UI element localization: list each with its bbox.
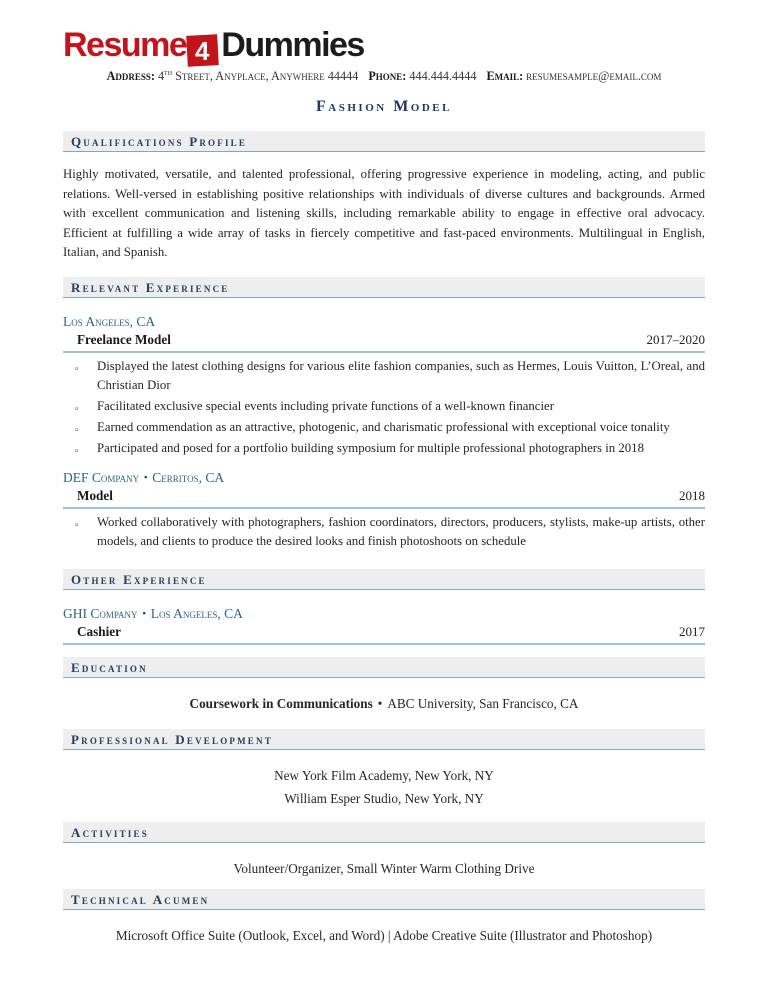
- job-dates: 2017–2020: [646, 331, 705, 347]
- job-title-row: [63, 624, 705, 645]
- section-heading-label: Professional Development: [71, 732, 273, 748]
- education-school: ABC University, San Francisco, CA: [387, 695, 579, 711]
- job-company: GHI Company: [63, 605, 138, 621]
- job-title-row: [63, 488, 705, 509]
- logo-dummies-text: Dummies: [221, 26, 364, 64]
- section-heading-activities: [63, 822, 705, 843]
- bullet-item: [63, 439, 705, 458]
- bullet-text: Earned commendation as an attractive, photogenic, and charismatic professional with exceptional voice tonality: [97, 420, 670, 435]
- square-bullet-icon: ▫: [75, 425, 79, 437]
- letterhead: [63, 26, 705, 84]
- job-location: Los Angeles, CA: [63, 313, 156, 329]
- logo-4-digit: 4: [195, 35, 211, 65]
- job-company-line: [63, 605, 705, 622]
- phone-label: Phone:: [368, 69, 407, 84]
- brand-logo: [63, 26, 705, 66]
- bullet-text: Worked collaboratively with photographers, fashion coordinators, directors, producers, stylists, make-up artists, other models, and clients to produce the desired looks and finish photoshoots on schedule: [97, 514, 705, 548]
- section-heading-qualifications: [63, 131, 705, 152]
- dot-separator-icon: •: [377, 695, 383, 711]
- section-heading-label: Education: [71, 659, 148, 675]
- job-bullet-list: [63, 513, 705, 551]
- job-company: DEF Company: [63, 469, 140, 485]
- job-title-row: [63, 332, 705, 353]
- bullet-text: Displayed the latest clothing designs for various elite fashion companies, such as Hermes, Louis Vuitton, L’Oreal, and Christian Dior: [97, 358, 705, 392]
- qualifications-summary: Highly motivated, versatile, and talented professional, offering progressive experience in modeling, acting, and public relations. Well-versed in establishing positive relationships with individuals of diverse cultures and backgrounds. Armed with excellent communication and listening skills, including remarkable ability to engage in effective oral advocacy. Efficient at fulfilling a wide array of tasks in fiercely competitive and fast-paced environments. Multilingual in English, Italian, and Spanish.: [63, 167, 705, 260]
- section-heading-label: Qualifications Profile: [71, 134, 248, 150]
- address-number: 4: [157, 69, 165, 84]
- professional-development-line: William Esper Studio, New York, NY: [284, 790, 484, 806]
- logo-4-tile: [186, 34, 219, 67]
- section-heading-professional-development: [63, 729, 705, 750]
- section-heading-education: [63, 657, 705, 678]
- bullet-item: [63, 418, 705, 437]
- job-title: Model: [77, 487, 113, 503]
- logo-resume-text: Resume: [63, 26, 187, 64]
- square-bullet-icon: ▫: [75, 403, 79, 415]
- job-location: Cerritos, CA: [152, 469, 225, 485]
- job-dates: 2018: [679, 487, 705, 503]
- section-heading-relevant-experience: [63, 277, 705, 298]
- company-separator-icon: ▪: [144, 471, 148, 482]
- job-company-line: [63, 313, 705, 330]
- email-label: Email:: [486, 69, 524, 84]
- activities-line: Volunteer/Organizer, Small Winter Warm Clothing Drive: [233, 861, 535, 877]
- contact-line: [63, 68, 705, 84]
- job-location: Los Angeles, CA: [150, 605, 243, 621]
- job-dates: 2017: [679, 623, 705, 639]
- bullet-item: [63, 357, 705, 395]
- section-heading-label: Activities: [71, 825, 149, 841]
- address-label: Address:: [106, 69, 155, 84]
- address-ordinal: th: [164, 68, 173, 77]
- professional-development-line: New York Film Academy, New York, NY: [274, 768, 494, 784]
- job-title: Cashier: [77, 623, 121, 639]
- square-bullet-icon: ▫: [75, 446, 79, 458]
- square-bullet-icon: ▫: [75, 363, 79, 375]
- phone-value: 444.444.4444: [409, 69, 477, 84]
- education-line: [63, 694, 705, 714]
- page-title: Fashion Model: [316, 98, 452, 116]
- bullet-text: Participated and posed for a portfolio building symposium for multiple professional photographers in 2018: [97, 441, 644, 456]
- technical-acumen-line: Microsoft Office Suite (Outlook, Excel, and Word) | Adobe Creative Suite (Illustrator and Photoshop): [115, 927, 653, 943]
- bullet-text: Facilitated exclusive special events including private functions of a well-known financier: [97, 398, 554, 413]
- bullet-item: [63, 513, 705, 551]
- job-bullet-list: [63, 357, 705, 459]
- job-title: Freelance Model: [77, 331, 171, 347]
- email-value: resumesample@email.com: [526, 69, 662, 84]
- section-heading-label: Other Experience: [71, 571, 207, 587]
- section-heading-other-experience: [63, 569, 705, 590]
- company-separator-icon: ▪: [142, 607, 146, 618]
- address-value: Street, Anyplace, Anywhere 44444: [175, 69, 359, 84]
- education-program: Coursework in Communications: [189, 695, 373, 711]
- square-bullet-icon: ▫: [75, 519, 79, 531]
- section-heading-technical-acumen: [63, 889, 705, 910]
- section-heading-label: Relevant Experience: [71, 279, 230, 295]
- job-company-line: [63, 469, 705, 486]
- section-heading-label: Technical Acumen: [71, 891, 210, 907]
- bullet-item: [63, 397, 705, 416]
